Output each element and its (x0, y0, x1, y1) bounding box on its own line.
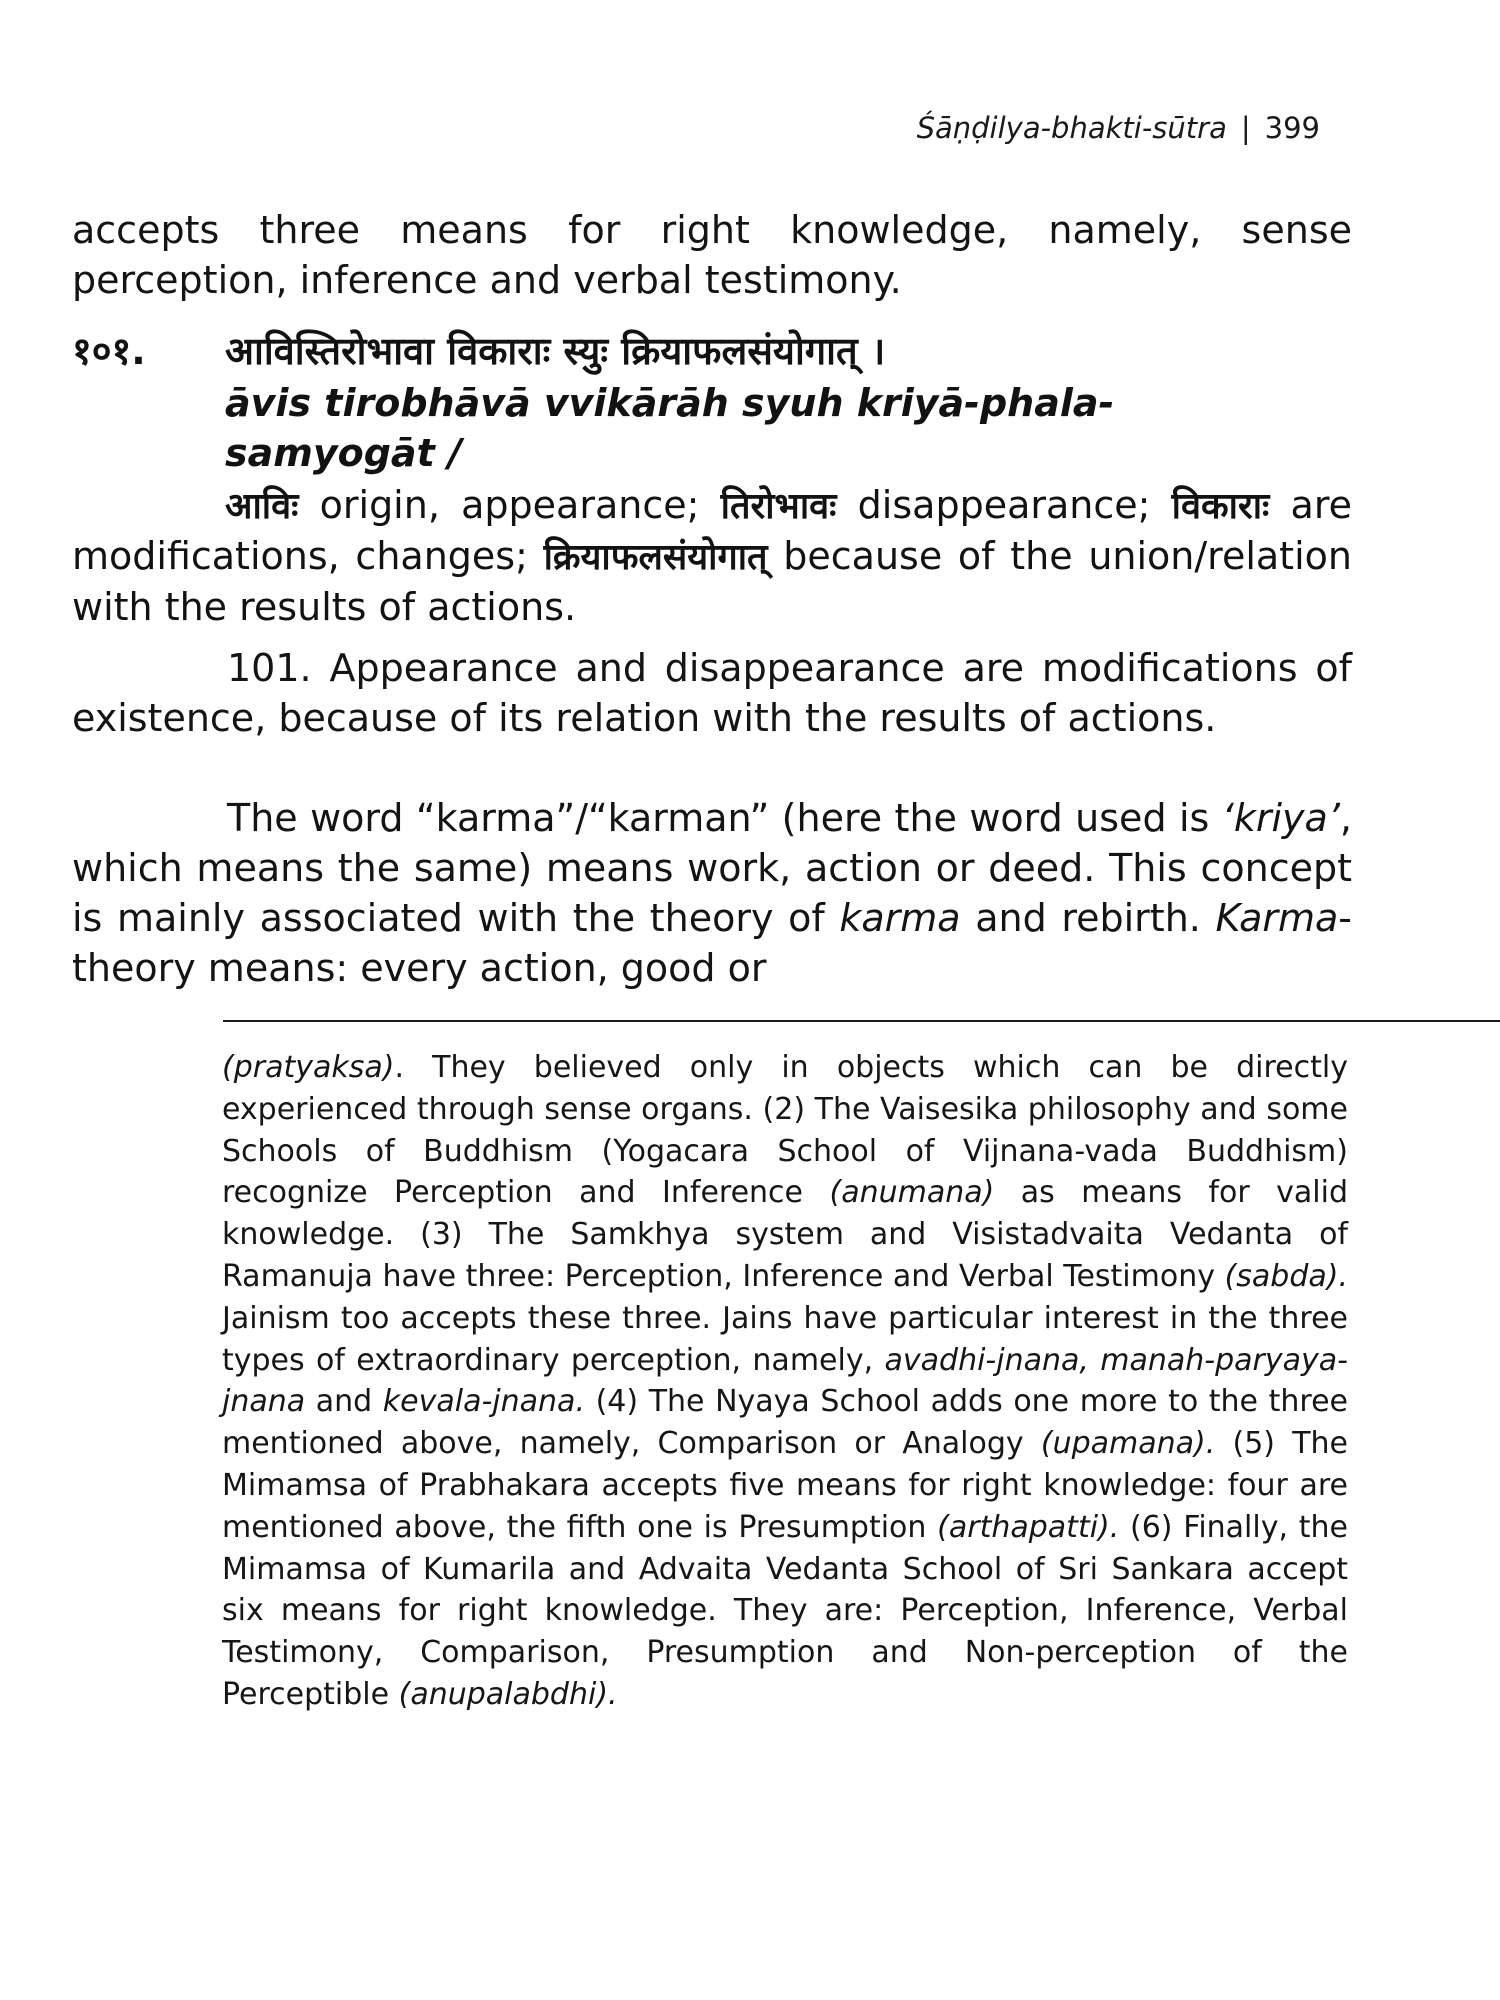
commentary-paragraph (72, 793, 1352, 993)
intro-paragraph: accepts three means for right knowledge, namely, sense perception, inference and verbal testimony. (72, 208, 1352, 302)
commentary-text-4: -theory means: every action, good or (72, 896, 1352, 990)
footnote-italic-3: (sabda). (1224, 1258, 1348, 1294)
footnote-text-6: (5) The Mimamsa of Prabhakara accepts five means for right knowledge: four are mentioned above, the fifth one is Presumption (222, 1426, 1348, 1545)
footnote-italic-2: (anumana) (829, 1175, 995, 1211)
word-glossary (72, 480, 1352, 632)
gloss-word-tirobhavah: तिरोभावः (720, 485, 837, 527)
commentary-italic-karma: karma (839, 896, 961, 940)
footnote-italic-4: avadhi-jnana, manah-paryaya-jnana (222, 1342, 1348, 1420)
footnote-italic-5: kevala-jnana. (382, 1384, 585, 1420)
gloss-meaning-avih: origin, appearance; (298, 483, 721, 527)
sutra-number: १०१. (72, 329, 146, 373)
commentary-italic-karma-theory: Karma (1215, 896, 1339, 940)
footnote-divider (223, 1020, 1500, 1022)
commentary-italic-kriya: ‘kriya’ (1221, 796, 1340, 840)
footnote-italic-7: (arthapatti). (937, 1509, 1120, 1545)
gloss-word-vikarah: विकाराः (1171, 485, 1270, 527)
footnote-italic-8: (anupalabdhi). (398, 1676, 618, 1712)
sutra-devanagari-block (225, 326, 1355, 376)
footnote-text-3: Jainism too accepts these three. Jains have particular interest in the three types of extraordinary perception, namely, (222, 1300, 1348, 1378)
gloss-meaning-vikarah: are modifications, changes; (72, 483, 1352, 578)
page-number: 399 (1264, 111, 1320, 145)
footnote-italic-6: (upamana). (1040, 1426, 1216, 1462)
footnote-text-5: (4) The Nyaya School adds one more to the three mentioned above, namely, Comparison or Analogy (222, 1384, 1348, 1462)
transliteration-line-1: āvis tirobhāvā vvikārāh syuh kriyā-phala- (225, 381, 1115, 425)
commentary-text-2: , which means the same) means work, action or deed. This concept is mainly associated with the theory of (72, 796, 1352, 940)
footnote (222, 1047, 1348, 1716)
footnote-text-4: and (305, 1384, 383, 1420)
running-head-title: Śāṇḍilya-bhakti-sūtra (916, 111, 1227, 145)
footnote-text-7: (6) Finally, the Mimamsa of Kumarila and Advaita Vedanta School of Sri Sankara accept six means for right knowledge. They are: Perception, Inference, Verbal Testimony, Comparison, Presumption and Non-perception of the Perceptible (222, 1509, 1348, 1712)
gloss-word-kriyaphala: क्रियाफलसंयोगात् (543, 536, 768, 578)
sutra-translation: 101. Appearance and disappearance are modifications of existence, because of its relation with the results of actions. (72, 646, 1352, 740)
gloss-meaning-tirobhavah: disappearance; (836, 483, 1172, 527)
footnote-text-2: as means for valid knowledge. (3) The Samkhya system and Visistadvaita Vedanta of Ramanuja have three: Perception, Inference and Verbal Testimony (222, 1175, 1348, 1294)
gloss-word-avih: आविः (225, 485, 299, 527)
running-head (700, 108, 1320, 148)
running-head-separator: | (1240, 111, 1251, 145)
gloss-meaning-kriyaphala: because of the union/relation with the results of actions. (72, 534, 1352, 629)
sutra-devanagari: आविस्तिरोभावा विकाराः स्युः क्रियाफलसंयोगात् । (225, 328, 886, 373)
sutra-transliteration (225, 378, 1125, 478)
footnote-italic-1: (pratyaksa) (222, 1050, 395, 1085)
commentary-text-1: The word “karma”/“karman” (here the word used is (227, 796, 1222, 840)
transliteration-line-2: samyogāt / (225, 431, 462, 475)
commentary-text-3: and rebirth. (960, 896, 1216, 940)
footnote-text-1: . They believed only in objects which can be directly experienced through sense organs. (2) The Vaisesika philosophy and some Schools of Buddhism (Yogacara School of Vijnana-vada Buddhism) recognize Perception and Inference (222, 1050, 1348, 1211)
